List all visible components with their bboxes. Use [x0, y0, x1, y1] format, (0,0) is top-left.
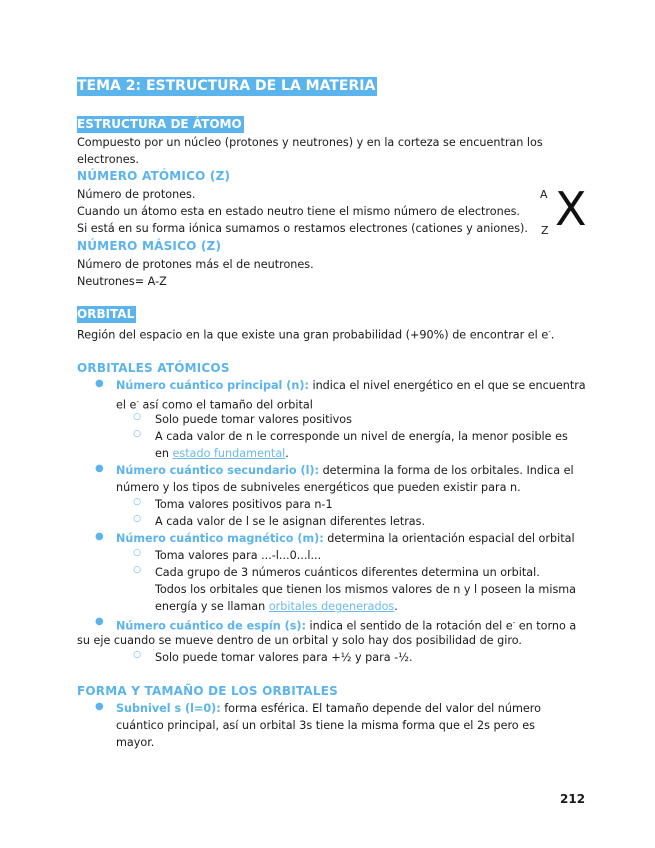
forma-heading: FORMA Y TAMAÑO DE LOS ORBITALES: [77, 684, 338, 698]
m-sub-2: Cada grupo de 3 números cuánticos diferentes determina un orbital.: [155, 566, 540, 579]
atomico-line-2: Cuando un átomo esta en estado neutro tiene el mismo número de electrones.: [77, 205, 520, 218]
orbital-definition: [77, 324, 554, 344]
n-l2a: el e: [116, 398, 137, 412]
bullet-icon: ●: [95, 531, 104, 542]
s-term: Número cuántico de espín (s):: [116, 619, 306, 633]
atomo-heading: ESTRUCTURA DE ÁTOMO: [77, 117, 242, 131]
orbital-end: .: [550, 328, 555, 342]
forma-line-2: cuántico principal, así un orbital 3s tiene la misma forma que el 2s pero es: [116, 719, 535, 732]
l-line-2: número y los tipos de subniveles energéticos que pueden existir para n.: [116, 481, 521, 494]
l-text: determina la forma de los orbitales. Indica el: [319, 464, 574, 477]
forma-line-3: mayor.: [116, 736, 155, 749]
atomo-line-1: Compuesto por un núcleo (protones y neutrones) y en la corteza se encuentran los: [77, 136, 543, 149]
l-sub-1: Toma valores positivos para n-1: [155, 498, 333, 511]
n-sub-2: A cada valor de n le corresponde un nivel de energía, la menor posible es: [155, 430, 568, 443]
n-text: indica el nivel energético en el que se encuentra: [308, 379, 586, 392]
forma-line-1: [116, 700, 541, 717]
forma-term: Subnivel s (l=0):: [116, 702, 221, 715]
page-title-text: TEMA 2: ESTRUCTURA DE LA MATERIA: [77, 78, 376, 94]
forma-text: forma esférica. El tamaño depende del valor del número: [220, 702, 541, 715]
orbital-text: Región del espacio en la que existe una gran probabilidad (+90%) de encontrar el e: [77, 328, 549, 342]
atomico-heading: NÚMERO ATÓMICO (Z): [77, 169, 231, 183]
element-symbol: X: [555, 182, 587, 236]
s-sub-1: Solo puede tomar valores para +½ y para -½.: [155, 651, 413, 664]
n-sub-2-cont: [155, 445, 289, 462]
sub-bullet-icon: ○: [133, 412, 141, 422]
orbital-heading: ORBITAL: [77, 307, 135, 321]
m-term: Número cuántico magnético (m):: [116, 532, 324, 545]
orbitales-heading: ORBITALES ATÓMICOS: [77, 361, 230, 375]
n-line-1: [116, 377, 586, 394]
s-line-2: su eje cuando se mueve dentro de un orbital y solo hay dos posibilidad de giro.: [77, 634, 522, 647]
estado-fundamental-link[interactable]: estado fundamental: [172, 447, 286, 460]
atomo-line-2: electrones.: [77, 153, 139, 166]
m-line-1: [116, 530, 575, 547]
m-sub-1: Toma valores para ...-l...0...l...: [155, 549, 322, 562]
n-s2end: .: [285, 447, 289, 460]
section-heading-orbital: [77, 306, 136, 323]
bullet-icon: ●: [95, 378, 104, 389]
s-l1a: indica el sentido de la rotación del e: [305, 619, 513, 633]
section-heading-atomo: [77, 116, 244, 133]
m-s2c: energía y se llaman: [155, 600, 269, 613]
orbital-sup: -: [548, 328, 551, 336]
atomic-number-symbol: Z: [541, 224, 549, 237]
mass-number-symbol: A: [540, 188, 548, 201]
sub-bullet-icon: ○: [133, 429, 141, 439]
masico-line-2: Neutrones= A-Z: [77, 275, 167, 288]
bullet-icon: ●: [95, 616, 104, 627]
s-sup: -: [512, 619, 516, 627]
orbitales-degenerados-link[interactable]: orbitales degenerados: [268, 600, 395, 613]
m-sub-2c: [155, 598, 398, 615]
l-sub-2: A cada valor de l se le asignan diferentes letras.: [155, 515, 426, 528]
n-sub-1: Solo puede tomar valores positivos: [155, 413, 352, 426]
l-line-1: [116, 462, 574, 479]
m-s2end: .: [394, 600, 398, 613]
sub-bullet-icon: ○: [133, 514, 141, 524]
n-s2b: en: [155, 447, 173, 460]
n-term: Número cuántico principal (n):: [116, 379, 309, 392]
sub-bullet-icon: ○: [133, 650, 141, 660]
masico-line-1: Número de protones más el de neutrones.: [77, 258, 314, 271]
l-term: Número cuántico secundario (l):: [116, 464, 320, 477]
masico-heading: NÚMERO MÁSICO (Z): [77, 239, 222, 253]
m-text: determina la orientación espacial del orbital: [323, 532, 575, 545]
m-sub-2b: Todos los orbitales que tienen los mismos valores de n y l poseen la misma: [155, 583, 577, 596]
n-l2b: así como el tamaño del orbital: [138, 398, 313, 412]
sub-bullet-icon: ○: [133, 565, 141, 575]
sub-bullet-icon: ○: [133, 548, 141, 558]
sub-bullet-icon: ○: [133, 497, 141, 507]
atomico-line-1: Número de protones.: [77, 188, 196, 201]
page-number: 212: [560, 792, 586, 806]
bullet-icon: ●: [95, 701, 104, 712]
bullet-icon: ●: [95, 463, 104, 474]
atomico-line-3: Si está en su forma iónica sumamos o restamos electrones (cationes y aniones).: [77, 222, 528, 235]
n-sup: -: [136, 398, 139, 406]
page-title: [77, 78, 377, 95]
s-l1b: en torno a: [515, 619, 577, 633]
